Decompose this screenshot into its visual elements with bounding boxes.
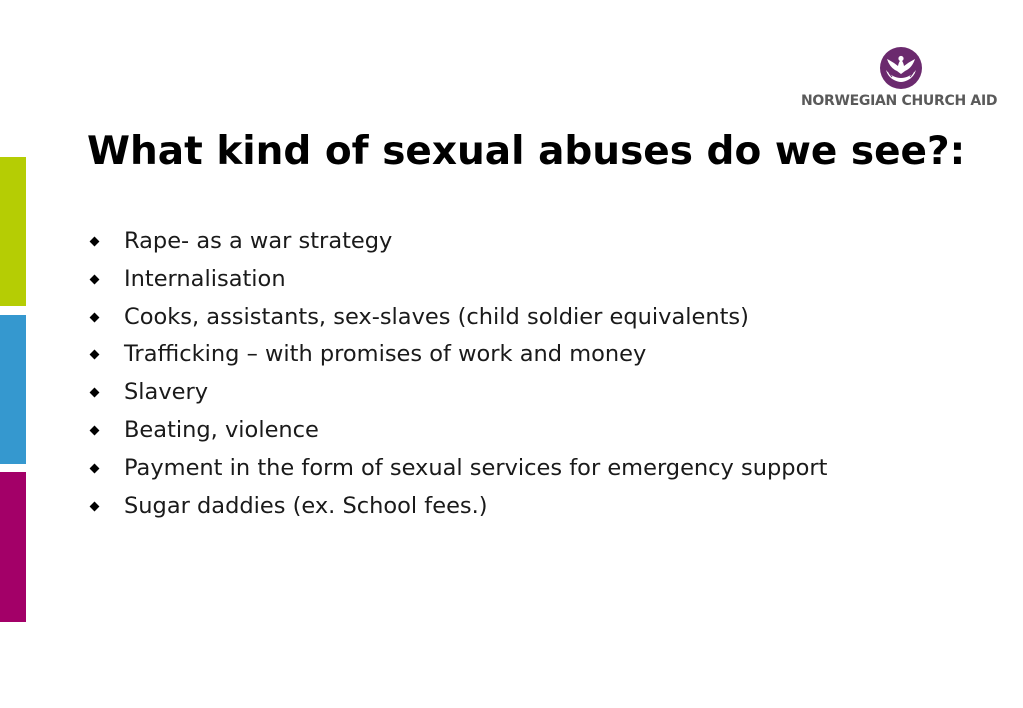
list-item-text: Sugar daddies (ex. School fees.) [124,492,488,519]
diamond-bullet-icon [90,501,100,511]
list-item-text: Beating, violence [124,416,319,443]
list-item-text: Internalisation [124,265,286,292]
list-item [87,302,887,333]
accent-bar-magenta [0,472,26,622]
diamond-bullet-icon [90,463,100,473]
org-logo-text: NORWEGIAN CHURCH AID [801,93,998,109]
accent-bar-green [0,157,26,306]
diamond-bullet-icon [90,237,100,247]
bullet-list [87,226,887,528]
list-item-text: Payment in the form of sexual services for emergency support [124,454,828,481]
list-item [87,491,887,522]
list-item [87,377,887,408]
list-item-text: Cooks, assistants, sex-slaves (child soldier equivalents) [124,303,749,330]
list-item-text: Trafficking – with promises of work and money [124,341,647,368]
accent-bar-blue [0,315,26,464]
list-item [87,339,887,370]
diamond-bullet-icon [90,388,100,398]
diamond-bullet-icon [90,350,100,360]
slide-title: What kind of sexual abuses do we see?: [87,129,966,174]
diamond-bullet-icon [90,274,100,284]
list-item [87,453,887,484]
diamond-bullet-icon [90,426,100,436]
diamond-bullet-icon [90,312,100,322]
dove-hands-icon [879,46,923,90]
list-item [87,264,887,295]
list-item [87,226,887,257]
list-item-text: Slavery [124,379,209,406]
list-item-text: Rape- as a war strategy [124,228,393,254]
list-item [87,415,887,446]
